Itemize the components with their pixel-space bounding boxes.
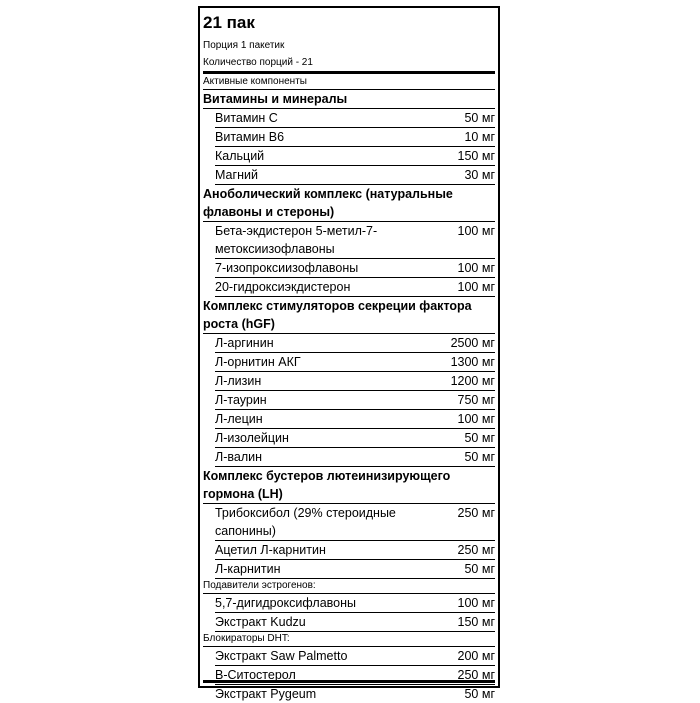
ingredient-row: [215, 109, 495, 128]
ingredient-name: 20-гидроксиэкдистерон: [215, 280, 351, 294]
ingredient-amount: 50 мг: [464, 111, 495, 125]
ingredient-name: Экстракт Kudzu: [215, 615, 306, 629]
ingredient-amount: 750 мг: [457, 393, 495, 407]
ingredient-name: Л-аргинин: [215, 336, 274, 350]
ingredient-name: Экстракт Saw Palmetto: [215, 649, 348, 663]
ingredient-amount: 100 мг: [457, 261, 495, 275]
ingredient-name: Экстракт Pygeum: [215, 687, 317, 701]
ingredient-row: [215, 448, 495, 467]
ingredient-row: [215, 128, 495, 147]
ingredient-row: [215, 147, 495, 166]
ingredient-row: [215, 429, 495, 448]
servings-count: Количество порций - 21: [203, 54, 495, 74]
ingredient-amount: 50 мг: [464, 687, 495, 701]
section-title-estrogen: Подавители эстрогенов:: [203, 579, 495, 594]
ingredient-row: [215, 353, 495, 372]
ingredient-name: В-Ситостерол: [215, 668, 296, 682]
ingredient-name: 7-изопроксиизофлавоны: [215, 261, 359, 275]
ingredient-name: Л-валин: [215, 450, 262, 464]
supplement-facts-panel: [198, 6, 500, 701]
ingredient-amount: 100 мг: [457, 224, 495, 238]
section-title-dht: Блокираторы DHT:: [203, 632, 495, 647]
ingredient-name: Л-лецин: [215, 412, 263, 426]
ingredient-row: [215, 647, 495, 666]
ingredient-row: [215, 391, 495, 410]
ingredient-amount: 1200 мг: [450, 374, 495, 388]
ingredient-name: Витамин С: [215, 111, 278, 125]
ingredient-name: Трибоксибол (29% стероидные сапонины): [215, 506, 396, 538]
ingredient-row: [215, 613, 495, 632]
section-title-anabolic: Аноболический комплекс (натуральные флавоны и стероны): [203, 185, 495, 222]
ingredient-row: [215, 166, 495, 185]
ingredient-amount: 1300 мг: [450, 355, 495, 369]
ingredient-name: Магний: [215, 168, 258, 182]
ingredient-row: [215, 410, 495, 429]
section-title-hgf: Комплекс стимуляторов секреции фактора роста (hGF): [203, 297, 495, 334]
ingredient-name: 5,7-дигидроксифлавоны: [215, 596, 356, 610]
ingredient-amount: 10 мг: [464, 130, 495, 144]
ingredient-name: Витамин В6: [215, 130, 285, 144]
ingredient-row: [215, 560, 495, 579]
ingredient-amount: 30 мг: [464, 168, 495, 182]
ingredient-amount: 150 мг: [457, 149, 495, 163]
ingredient-name: Ацетил Л-карнитин: [215, 543, 326, 557]
ingredient-row: [215, 222, 495, 259]
ingredient-row: [215, 594, 495, 613]
ingredient-row: [215, 504, 495, 541]
section-title-vitamins: Витамины и минералы: [203, 90, 495, 109]
ingredient-amount: 50 мг: [464, 562, 495, 576]
ingredient-row: [215, 685, 495, 703]
ingredient-amount: 100 мг: [457, 280, 495, 294]
bottom-rule: [203, 680, 495, 683]
section-title-lh: Комплекс бустеров лютеинизирующего гормона (LH): [203, 467, 495, 504]
ingredient-name: Бета-экдистерон 5-метил-7-метоксиизофлавоны: [215, 224, 378, 256]
ingredient-amount: 250 мг: [457, 543, 495, 557]
ingredient-name: Л-орнитин АКГ: [215, 355, 301, 369]
ingredient-amount: 250 мг: [457, 506, 495, 520]
ingredient-name: Л-карнитин: [215, 562, 281, 576]
ingredient-row: [215, 372, 495, 391]
ingredient-name: Кальций: [215, 149, 265, 163]
ingredient-row: [215, 541, 495, 560]
ingredient-amount: 100 мг: [457, 412, 495, 426]
ingredient-amount: 2500 мг: [450, 336, 495, 350]
ingredient-row: [215, 334, 495, 353]
ingredient-amount: 200 мг: [457, 649, 495, 663]
serving-size: Порция 1 пакетик: [203, 40, 285, 51]
product-title: 21 пак: [203, 13, 255, 32]
ingredient-amount: 50 мг: [464, 450, 495, 464]
ingredient-name: Л-таурин: [215, 393, 267, 407]
ingredient-name: Л-лизин: [215, 374, 262, 388]
ingredient-name: Л-изолейцин: [215, 431, 289, 445]
active-components-label: Активные компоненты: [203, 74, 495, 90]
ingredient-row: [215, 278, 495, 297]
ingredient-amount: 50 мг: [464, 431, 495, 445]
ingredient-amount: 250 мг: [457, 668, 495, 682]
ingredient-amount: 150 мг: [457, 615, 495, 629]
ingredient-row: [215, 259, 495, 278]
ingredient-amount: 100 мг: [457, 596, 495, 610]
